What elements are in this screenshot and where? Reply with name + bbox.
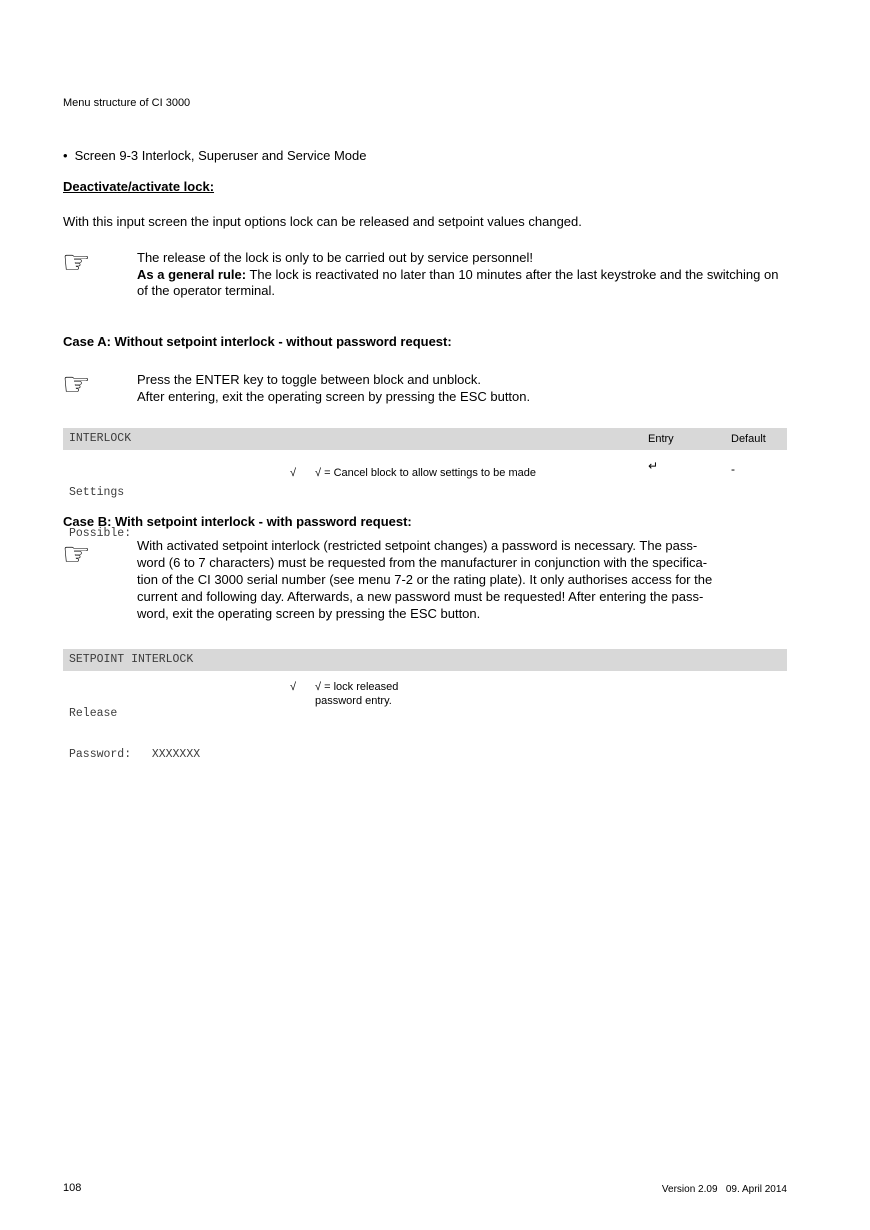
page-number: 108 xyxy=(63,1182,82,1194)
bullet-marker: • xyxy=(63,148,68,163)
note-line: tion of the CI 3000 serial number (see menu 7-2 or the rating plate). It only authorises access for the xyxy=(137,571,713,587)
legend-text xyxy=(315,681,398,708)
note-release-lock xyxy=(137,250,792,300)
default-column-header: Default xyxy=(731,433,766,445)
screen-header-bar xyxy=(63,649,787,671)
screen-title: SETPOINT INTERLOCK xyxy=(69,653,194,666)
screen-row xyxy=(63,680,787,761)
note-case-a xyxy=(137,372,792,405)
entry-value: ↵ xyxy=(648,459,659,473)
check-mark: √ xyxy=(290,681,297,693)
legend-line: password entry. xyxy=(315,694,392,707)
note-line: word (6 to 7 characters) must be requested from the manufacturer in conjunction with the specifica- xyxy=(137,554,708,570)
case-a-heading: Case A: Without setpoint interlock - without password request: xyxy=(63,334,452,349)
check-mark: √ xyxy=(290,467,297,479)
default-value: - xyxy=(731,462,735,476)
screen-label-line: Settings xyxy=(69,486,125,499)
bullet-item xyxy=(63,148,367,163)
legend-text: √ = Cancel block to allow settings to be made xyxy=(315,467,536,479)
pointing-hand-icon: ☞ xyxy=(62,535,91,573)
case-b-heading: Case B: With setpoint interlock - with password request: xyxy=(63,514,412,529)
pointing-hand-icon: ☞ xyxy=(62,243,91,281)
screen-row-label xyxy=(69,680,200,788)
note-line: word, exit the operating screen by pressing the ESC button. xyxy=(137,605,481,621)
note-rest: The lock is reactivated no later than 10 minutes after the last keystroke and the switching on of the operator terminal. xyxy=(137,266,779,298)
note-line: After entering, exit the operating screen by pressing the ESC button. xyxy=(137,388,531,404)
page-header: Menu structure of CI 3000 xyxy=(63,97,191,109)
screen-label-line: Password: XXXXXXX xyxy=(69,747,201,761)
pointing-hand-icon: ☞ xyxy=(62,365,91,403)
screen-label-line: Release xyxy=(69,707,118,720)
section-title: Deactivate/activate lock: xyxy=(63,179,215,194)
note-line: Press the ENTER key to toggle between block and unblock. xyxy=(137,372,481,387)
screen-label-line: Possible: xyxy=(69,526,132,540)
bullet-text: Screen 9-3 Interlock, Superuser and Service Mode xyxy=(74,148,367,163)
version-info: Version 2.09 09. April 2014 xyxy=(661,1184,787,1195)
note-case-b xyxy=(137,538,792,623)
note-line: current and following day. Afterwards, a new password must be requested! After entering the pass- xyxy=(137,588,704,604)
screen-header-bar xyxy=(63,428,787,450)
intro-paragraph: With this input screen the input options lock can be released and setpoint values changed. xyxy=(63,214,582,229)
entry-column-header: Entry xyxy=(648,433,674,445)
screen-title: INTERLOCK xyxy=(69,432,132,445)
legend-line: √ = lock released xyxy=(315,681,399,693)
note-line: With activated setpoint interlock (restricted setpoint changes) a password is necessary. The pass- xyxy=(137,538,698,553)
note-bold-lead: As a general rule: xyxy=(137,266,247,282)
note-line: The release of the lock is only to be carried out by service personnel! xyxy=(137,250,533,265)
setpoint-interlock-screen xyxy=(63,649,787,761)
